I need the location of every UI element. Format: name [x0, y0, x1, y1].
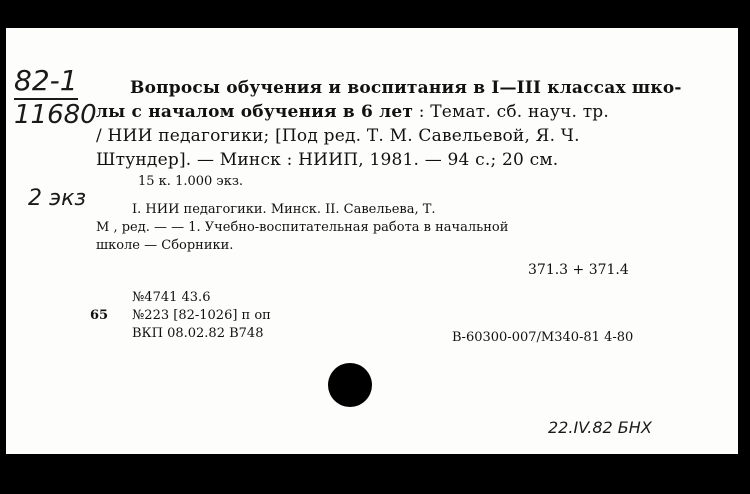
handwritten-date-stamp: 22.IV.82 БНХ — [548, 418, 652, 437]
title-line-2: лы с началом обучения в 6 лет : Темат. сб. науч. тр. — [96, 102, 609, 122]
price-line: 15 к. 1.000 экз. — [138, 174, 244, 189]
punch-hole — [328, 363, 372, 407]
tracing-line-2: М , ред. — — 1. Учебно-воспитательная работа в начальной — [96, 220, 509, 235]
tracing-line-3: школе — Сборники. — [96, 238, 234, 253]
classification-index: 371.3 + 371.4 — [528, 262, 629, 278]
responsibility-line: / НИИ педагогики; [Под ред. Т. М. Савельевой, Я. Ч. — [96, 126, 580, 146]
registry-line-2: №223 [82-1026] п оп — [132, 308, 271, 323]
imprint-line: Штундер]. — Минск : НИИП, 1981. — 94 с.; 20 см. — [96, 150, 559, 170]
catalog-card — [6, 28, 738, 454]
tracing-line-1: I. НИИ педагогики. Минск. II. Савельева, Т. — [132, 202, 436, 217]
handwritten-number-top: 82-1 — [14, 64, 78, 97]
handwritten-copies-note: 2 экз — [28, 186, 87, 211]
registry-marker: 65 — [90, 308, 109, 323]
title-line-1: Вопросы обучения и воспитания в I—III классах шко- — [130, 78, 682, 98]
handwritten-number-bottom: 11680 — [14, 100, 97, 130]
publisher-code: В-60300-007/М340-81 4-80 — [452, 330, 634, 345]
registry-line-3: ВКП 08.02.82 В748 — [132, 326, 264, 341]
registry-line-1: №4741 43.6 — [132, 290, 211, 305]
